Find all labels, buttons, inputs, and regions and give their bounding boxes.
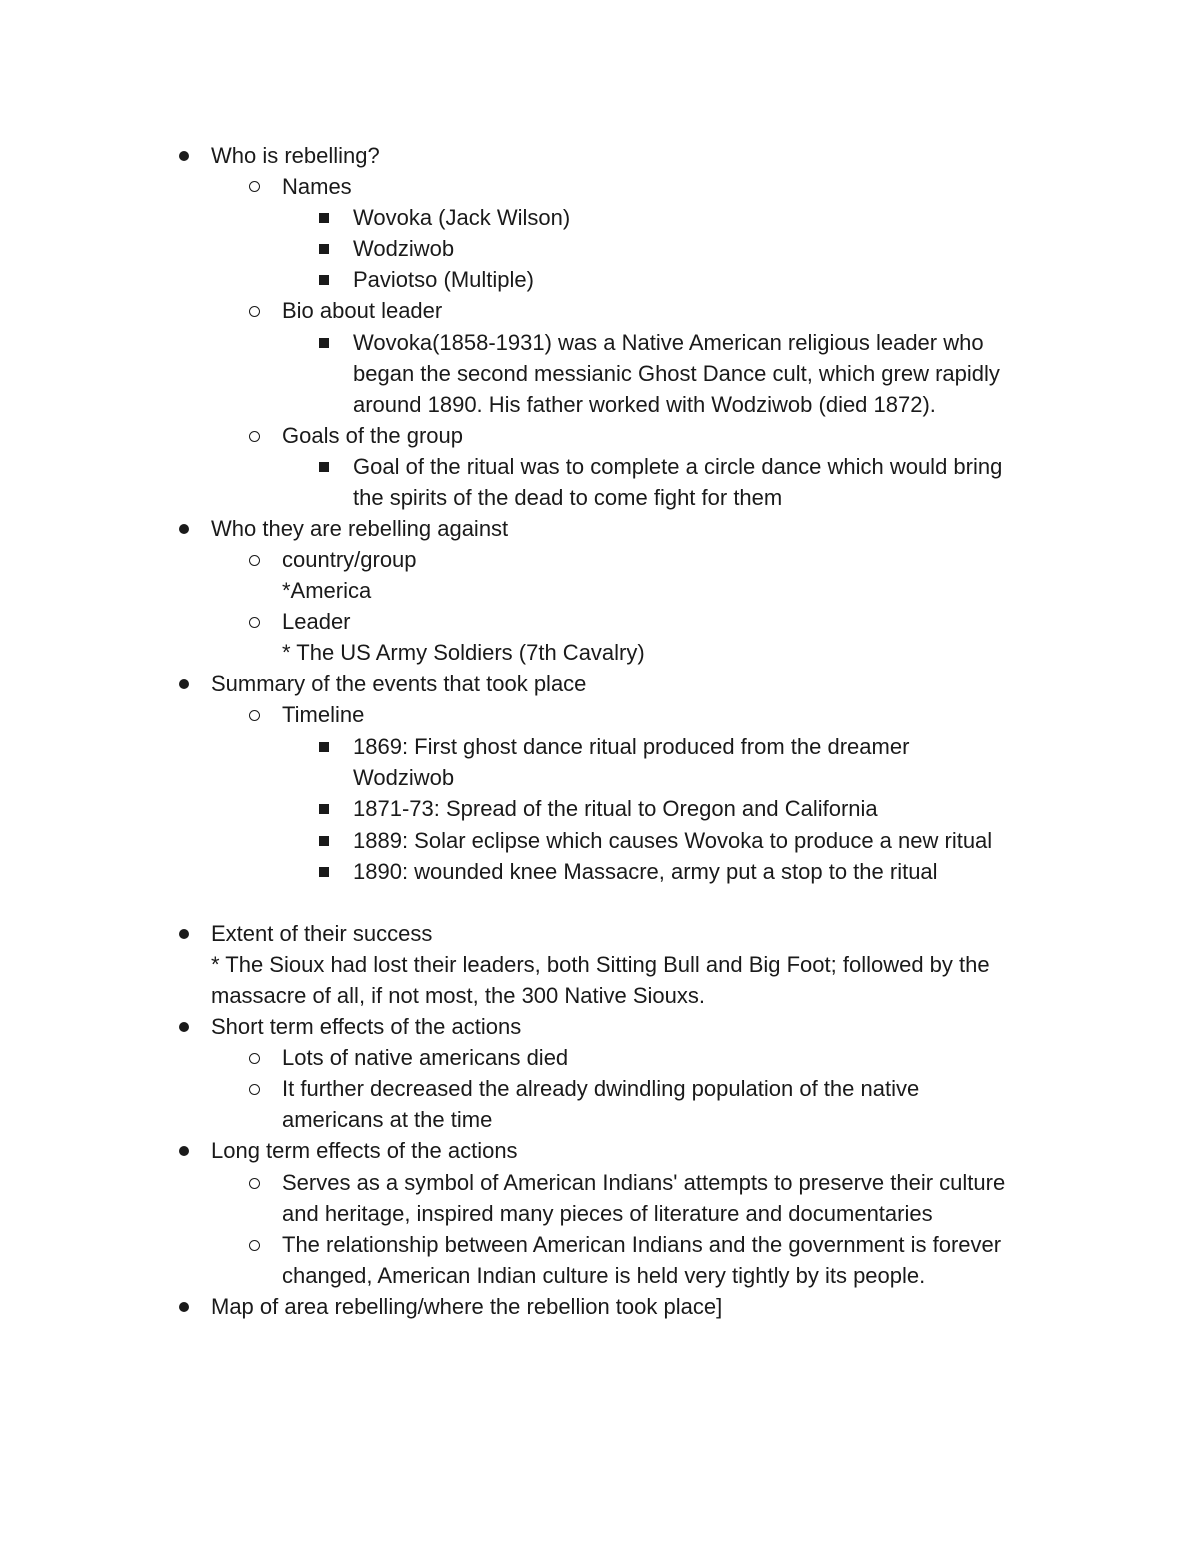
bullet-dot	[179, 524, 189, 534]
heading-summary: Summary of the events that took place	[211, 671, 587, 696]
timeline-item-continued: Wodziwob	[353, 765, 455, 790]
leader-value: * The US Army Soldiers (7th Cavalry)	[282, 640, 645, 665]
long-term-item: Serves as a symbol of American Indians' attempts to preserve their culture	[282, 1170, 1006, 1195]
short-term-item-continued: americans at the time	[282, 1107, 493, 1132]
heading-long-term: Long term effects of the actions	[211, 1138, 518, 1163]
bullet-dot	[179, 1022, 189, 1032]
bullet-square	[319, 338, 329, 348]
heading-who-rebelling: Who is rebelling?	[211, 143, 380, 168]
bullet-square	[319, 804, 329, 814]
bullet-circle	[249, 555, 260, 566]
country-value: *America	[282, 578, 372, 603]
bullet-dot	[179, 1302, 189, 1312]
bullet-circle	[249, 1084, 260, 1095]
name-item: Wovoka (Jack Wilson)	[353, 205, 571, 230]
bullet-dot	[179, 929, 189, 939]
bio-text-line: began the second messianic Ghost Dance cult, which grew rapidly	[353, 361, 1000, 386]
bullet-circle	[249, 181, 260, 192]
subheading-goals: Goals of the group	[282, 423, 464, 448]
goal-text-line: the spirits of the dead to come fight for them	[353, 485, 783, 510]
bullet-square	[319, 244, 329, 254]
bullet-square	[319, 836, 329, 846]
bullet-circle	[249, 306, 260, 317]
bullet-circle	[249, 710, 260, 721]
bullet-square	[319, 275, 329, 285]
name-item: Paviotso (Multiple)	[353, 267, 534, 292]
long-term-item-continued: and heritage, inspired many pieces of literature and documentaries	[282, 1201, 933, 1226]
bullet-square	[319, 742, 329, 752]
name-item: Wodziwob	[353, 236, 455, 261]
timeline-item: 1869: First ghost dance ritual produced from the dreamer	[353, 734, 910, 759]
bullet-circle	[249, 431, 260, 442]
heading-short-term: Short term effects of the actions	[211, 1014, 522, 1039]
subheading-timeline: Timeline	[282, 702, 365, 727]
bullet-square	[319, 462, 329, 472]
timeline-item: 1890: wounded knee Massacre, army put a stop to the ritual	[353, 859, 938, 884]
bullet-square	[319, 213, 329, 223]
heading-extent: Extent of their success	[211, 921, 433, 946]
bullet-dot	[179, 679, 189, 689]
bullet-circle	[249, 617, 260, 628]
long-term-item-continued: changed, American Indian culture is held very tightly by its people.	[282, 1263, 926, 1288]
goal-text-line: Goal of the ritual was to complete a circle dance which would bring	[353, 454, 1003, 479]
timeline-item: 1871-73: Spread of the ritual to Oregon and California	[353, 796, 878, 821]
extent-text-line: * The Sioux had lost their leaders, both Sitting Bull and Big Foot; followed by the	[211, 952, 990, 977]
long-term-item: The relationship between American Indians and the government is forever	[282, 1232, 1002, 1257]
bullet-square	[319, 867, 329, 877]
heading-map: Map of area rebelling/where the rebellion took place]	[211, 1294, 723, 1319]
timeline-item: 1889: Solar eclipse which causes Wovoka to produce a new ritual	[353, 828, 993, 853]
subheading-leader: Leader	[282, 609, 351, 634]
subheading-country-group: country/group	[282, 547, 417, 572]
bullet-dot	[179, 151, 189, 161]
short-term-item: Lots of native americans died	[282, 1045, 569, 1070]
bullet-circle	[249, 1053, 260, 1064]
bio-text-line: Wovoka(1858-1931) was a Native American religious leader who	[353, 330, 984, 355]
short-term-item: It further decreased the already dwindling population of the native	[282, 1076, 920, 1101]
heading-rebelling-against: Who they are rebelling against	[211, 516, 509, 541]
subheading-bio: Bio about leader	[282, 298, 443, 323]
extent-text-line: massacre of all, if not most, the 300 Native Siouxs.	[211, 983, 706, 1008]
bullet-circle	[249, 1178, 260, 1189]
bio-text-line: around 1890. His father worked with Wodziwob (died 1872).	[353, 392, 936, 417]
bullet-dot	[179, 1146, 189, 1156]
subheading-names: Names	[282, 174, 352, 199]
bullet-circle	[249, 1240, 260, 1251]
